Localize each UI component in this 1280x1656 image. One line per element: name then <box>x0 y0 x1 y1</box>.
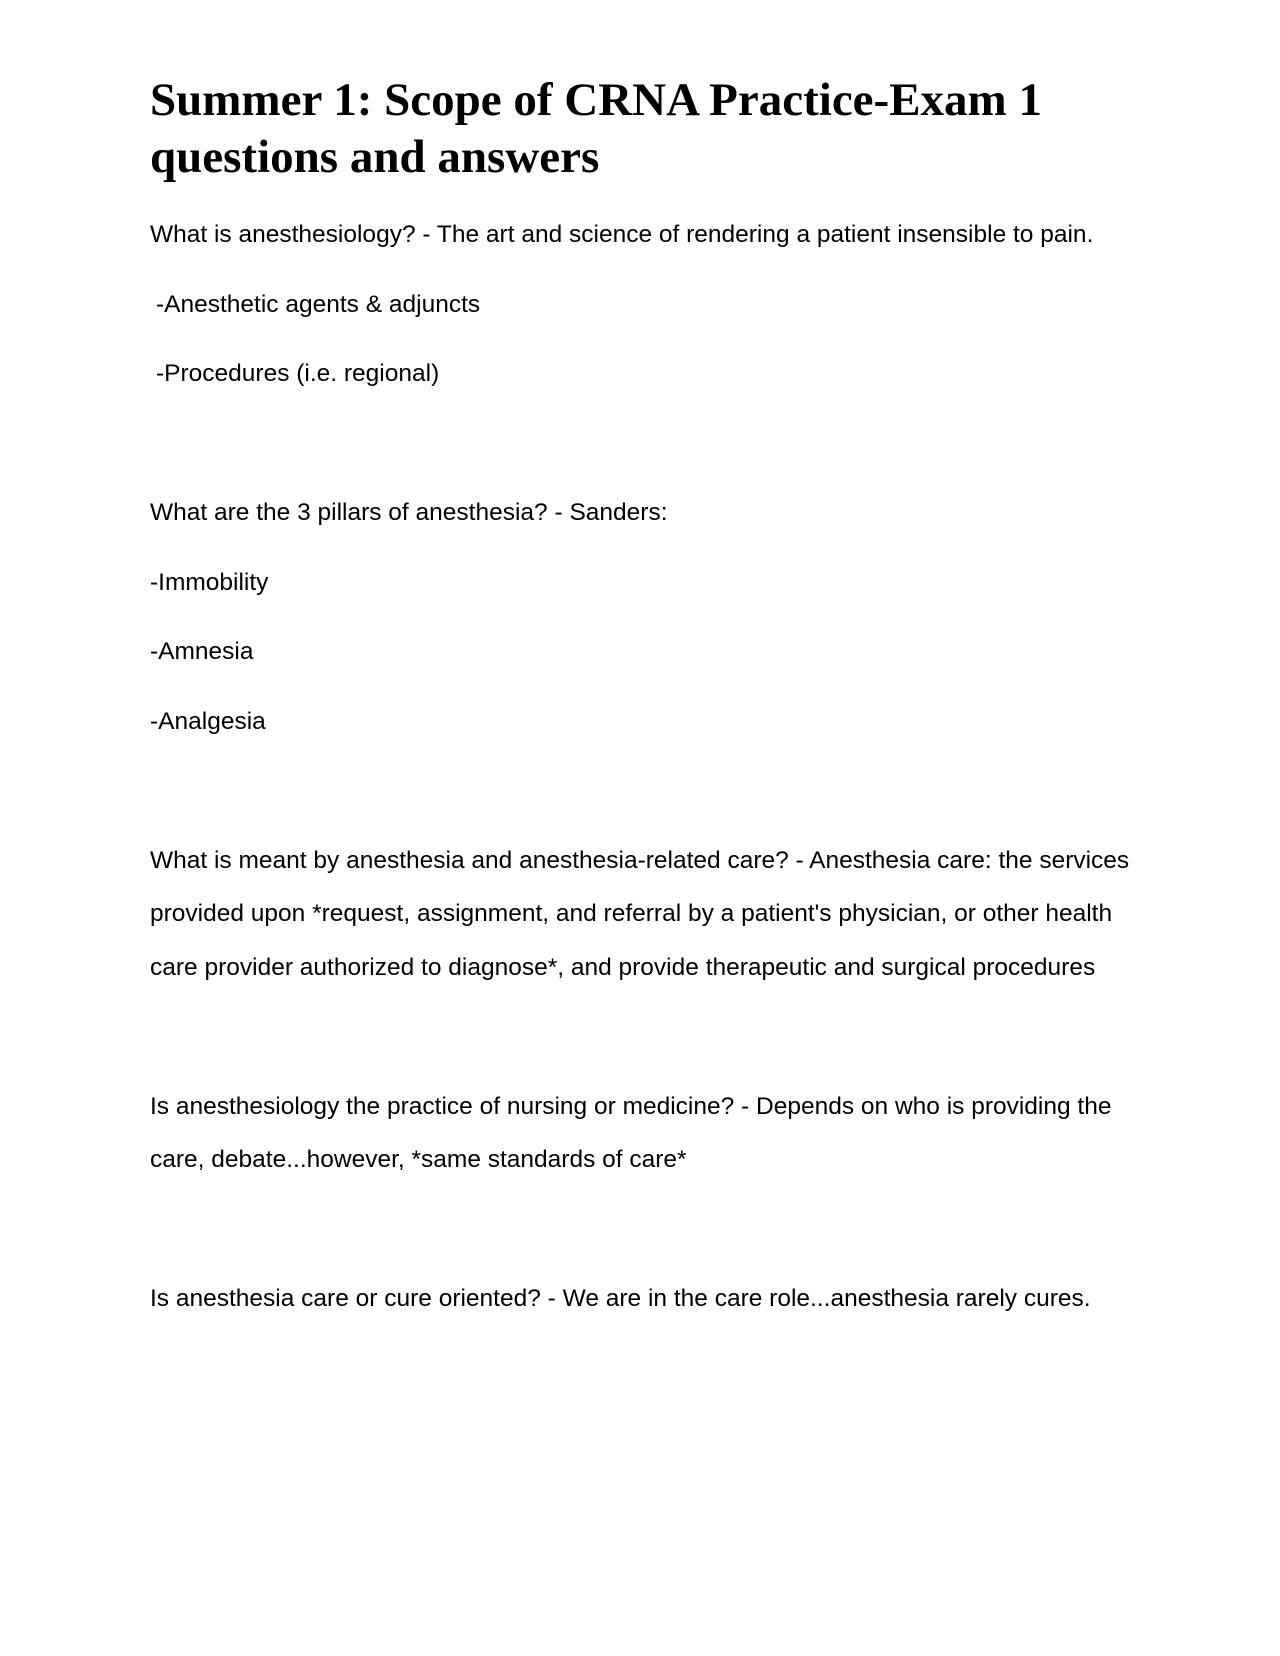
qa-paragraph: What is anesthesiology? - The art and science of rendering a patient insensible to pain. <box>150 221 1094 248</box>
answer-list-item: -Amnesia <box>150 638 254 665</box>
blank-line <box>150 1203 1150 1257</box>
qa-paragraph: What are the 3 pillars of anesthesia? - Sanders: <box>150 499 668 526</box>
answer-list-item: -Procedures (i.e. regional) <box>156 360 440 387</box>
blank-line <box>150 764 1150 818</box>
qa-paragraph: Is anesthesia care or cure oriented? - We are in the care role...anesthesia rarely cures. <box>150 1285 1091 1312</box>
answer-list-item: -Anesthetic agents & adjuncts <box>156 290 481 318</box>
qa-paragraph: Is anesthesiology the practice of nursing or medicine? - Depends on who is providing the care, debate...however, *same standards of care* <box>150 1092 1112 1173</box>
blank-line <box>150 1010 1150 1064</box>
qa-paragraph: What is meant by anesthesia and anesthesia-related care? - Anesthesia care: the services provided upon *request, assignment, and referral by a patient's physician, or other health care provider authorized to diagnose*, and provide therapeutic and surgical procedures <box>150 846 1130 981</box>
document-page <box>150 72 1150 1342</box>
document-title: Summer 1: Scope of CRNA Practice-Exam 1 questions and answers <box>150 74 1042 183</box>
answer-list-item: -Analgesia <box>150 707 266 735</box>
blank-line <box>150 417 1150 471</box>
answer-list-item: -Immobility <box>150 568 269 596</box>
